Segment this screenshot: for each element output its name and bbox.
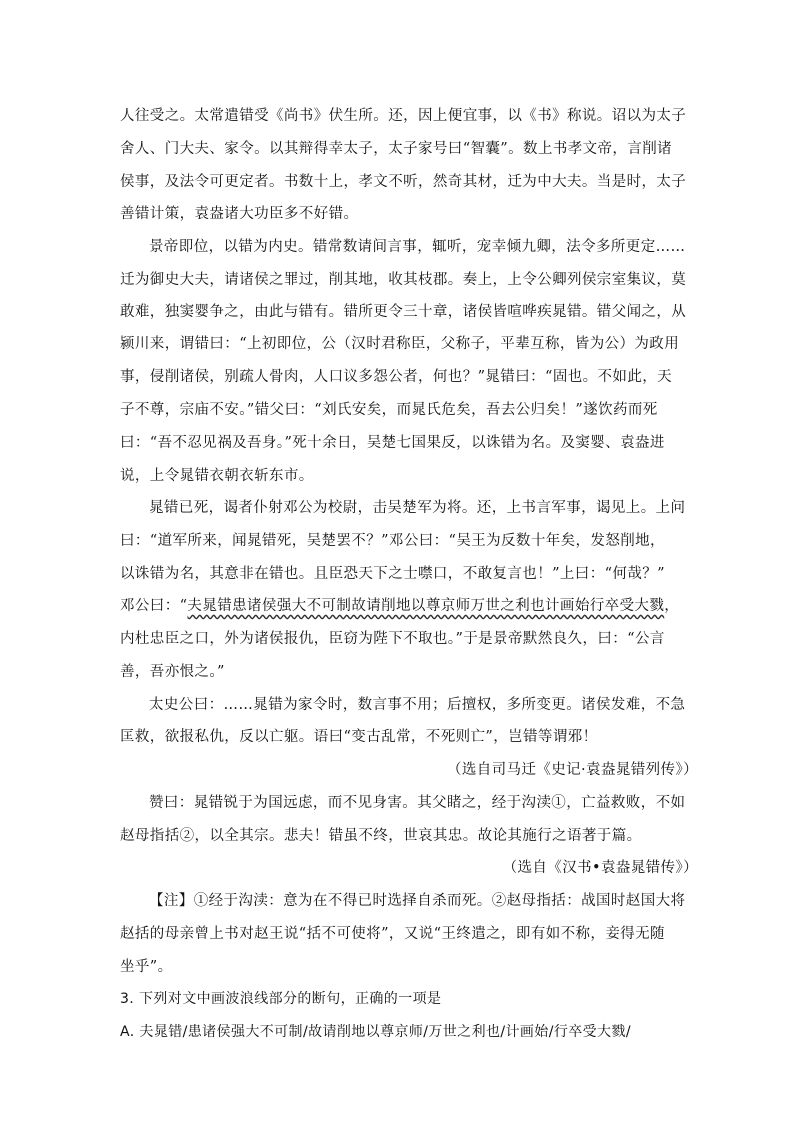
text-line: 善错计策，袁盎诸大功臣多不好错。 [120,206,359,222]
text-line: 迁为御史大夫，请诸侯之罪过，削其地，收其枝郡。奏上，上令公卿列侯宗室集议，莫 [120,272,687,288]
text-segment: 邓公曰：“ [120,598,188,614]
text-line: 曰：“吾不忍见祸及吾身。”死十余日，吴楚七国果反，以诛错为名。及窦婴、袁盎进 [120,435,665,451]
text-line: 晁错已死，谒者仆射邓公为校尉，击吴楚军为将。还，上书言军事，谒见上。上问 [149,500,686,516]
text-line: 说，上令晁错衣朝衣斩东市。 [120,468,314,484]
annotation-line: 【注】①经于沟渎：意为在不得已时选择自杀而死。②赵母指括：战国时赵国大将 [149,893,686,909]
text-line: 舍人、门大夫、家令。以其辩得幸太子，太子家号曰“智囊”。数上书孝文帝，言削诸 [120,141,673,157]
text-line: 善，吾亦恨之。” [120,664,225,680]
text-line: 内杜忠臣之口，外为诸侯报仇，臣窃为陛下不取也。”于是景帝默然良久，曰：“公言 [120,631,665,647]
text-line: 赵母指括②，以全其宗。悲夫！错虽不终，世哀其忠。故论其施行之语著于篇。 [120,828,642,844]
wavy-underlined-passage: 夫晁错患诸侯强大不可制故请削地以尊京师万世之利也计画始行卒受大戮 [187,598,665,614]
text-line: 侯事，及法令可更定者。书数十上，孝文不听，然奇其材，迁为中大夫。当是时，太子 [120,174,687,190]
annotation-line: 坐乎”。 [120,959,173,975]
source-citation: （选自司马迁《史记·袁盎晁错列传》） [446,762,698,778]
text-segment: ， [664,598,680,614]
text-line [120,596,679,616]
text-line: 太史公曰：……晁错为家令时，数言事不用；后擅权，多所变更。诸侯发难，不急 [149,697,686,713]
answer-option-a: A. 夫晁错/患诸侯强大不可制/故请削地以尊京师/万世之利也/计画始/行卒受大戮/ [120,1024,631,1040]
text-line: 事，侵削诸侯，别疏人骨肉，人口议多怨公者，何也？”晁错曰：“固也。不如此，天 [120,369,673,385]
text-line: 赞曰：晁错锐于为国远虑，而不见身害。其父睹之，经于沟渎①，亡益救败，不如 [149,795,686,811]
text-line: 颍川来，谓错曰：“上初即位，公（汉时君称臣，父称子，平辈互称，皆为公）为政用 [120,336,680,352]
text-line: 以诛错为名，其意非在错也。且臣恐天下之士噤口，不敢复言也！”上曰：“何哉？” [120,566,665,582]
text-line: 匡救，欲报私仇，反以亡躯。语曰“变古乱常，不死则亡”，岂错等谓邪！ [120,729,598,745]
annotation-line: 赵括的母亲曾上书对赵王说“括不可使将”，又说“王终遣之，即有如不称，妾得无随 [120,926,665,942]
text-line: 敢难，独窦婴争之，由此与错有。错所更令三十章，诸侯皆喧哗疾晁错。错父闻之，从 [120,304,687,320]
source-citation: （选自《汉书•袁盎晁错传》） [502,860,698,876]
text-line: 人往受之。太常遣错受《尚书》伏生所。还，因上便宜事，以《书》称说。诏以为太子 [120,108,687,124]
text-line: 子不尊，宗庙不安。”错父曰：“刘氏安矣，而晁氏危矣，吾去公归矣！”遂饮药而死 [120,402,658,418]
text-line: 景帝即位，以错为内史。错常数请间言事，辄听，宠幸倾九卿，法令多所更定…… [149,239,686,255]
question-title: 3. 下列对文中画波浪线部分的断句，正确的一项是 [120,991,442,1007]
text-line: 曰：“道军所来，闻晁错死，吴楚罢不？”邓公曰：“吴王为反数十年矣，发怒削地， [120,533,665,549]
